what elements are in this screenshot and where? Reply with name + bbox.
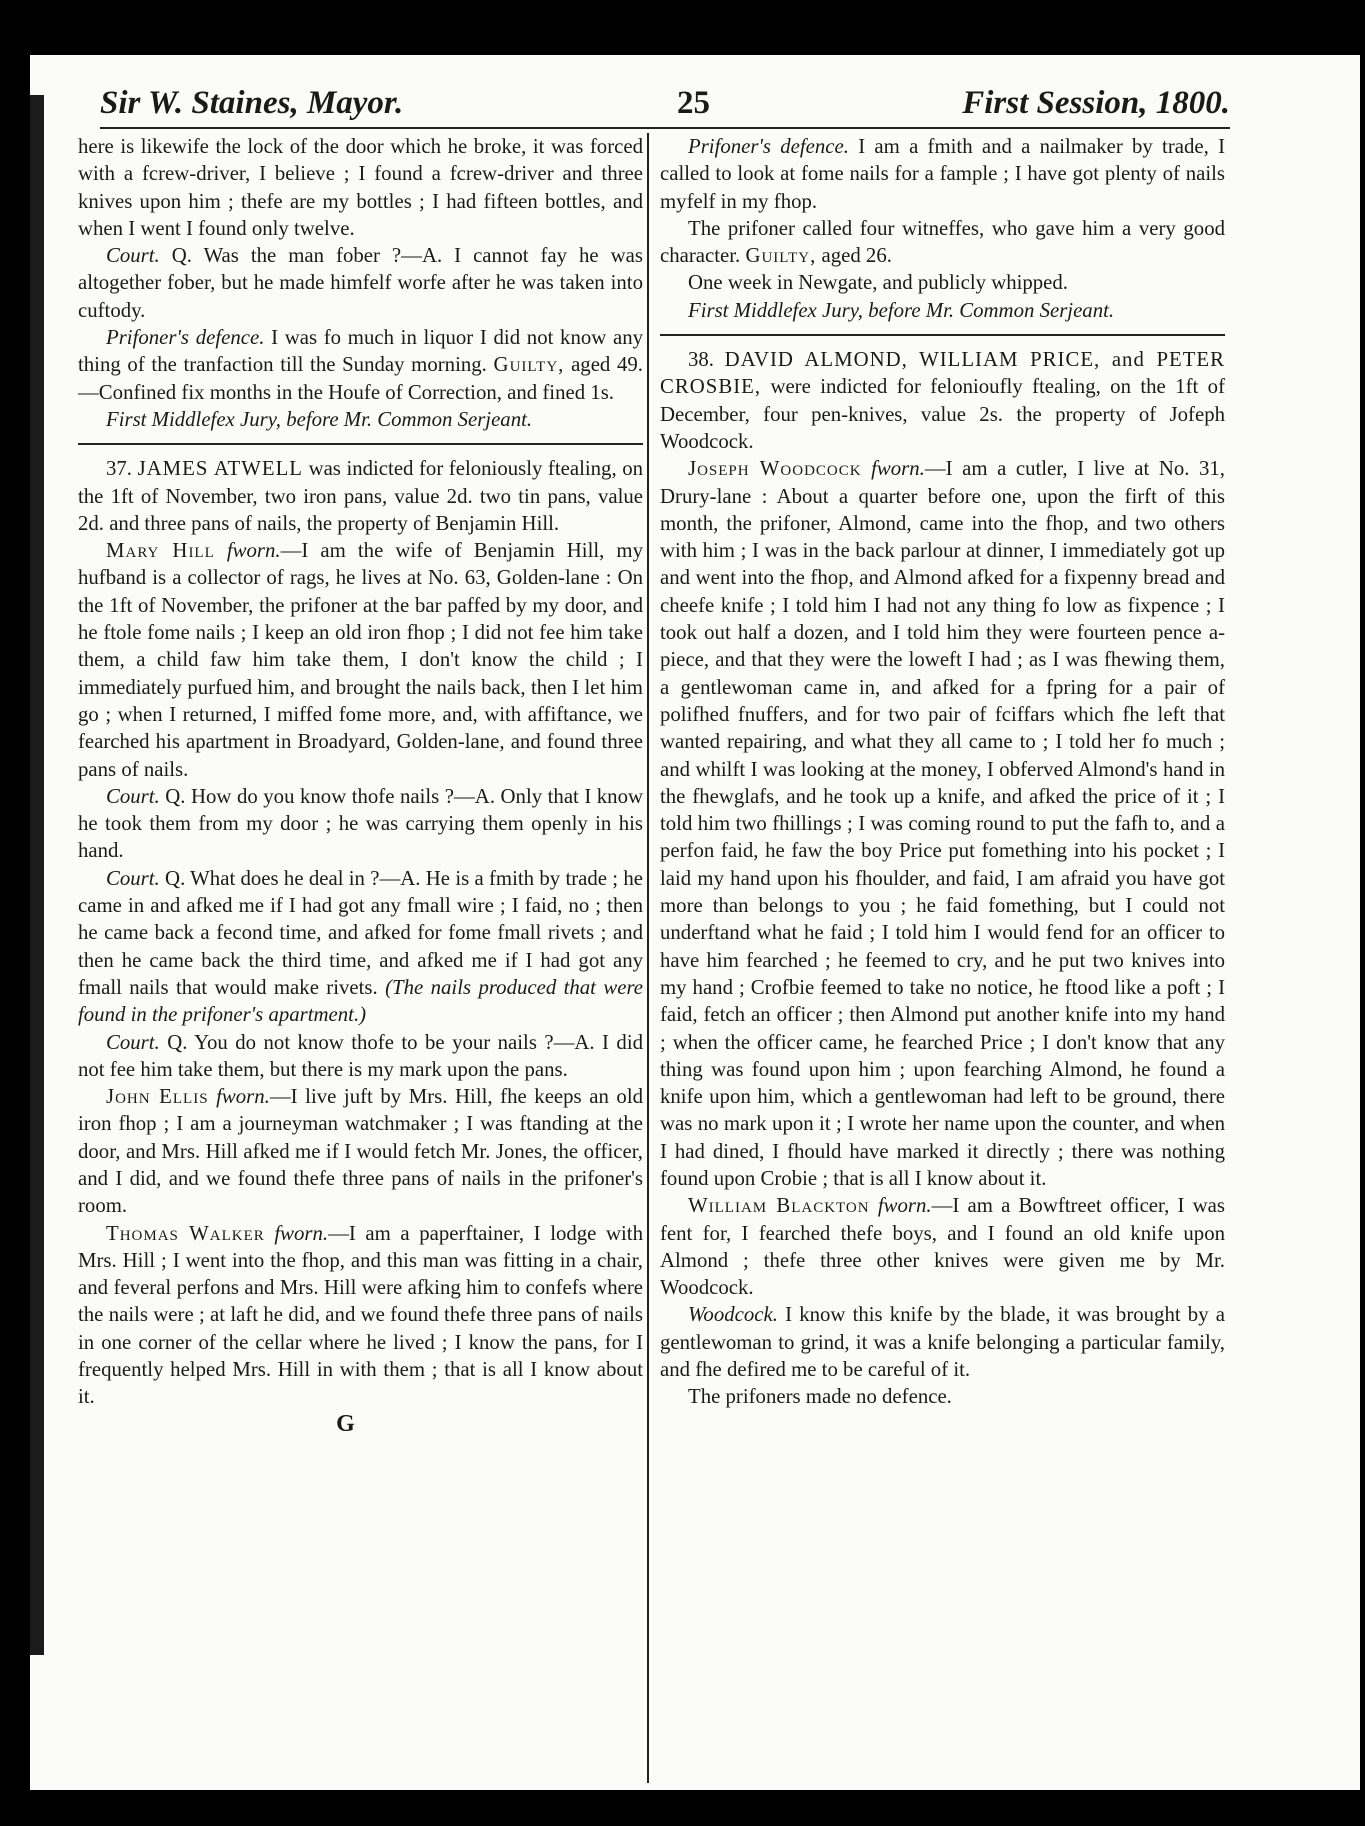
paragraph (78, 324, 643, 406)
testimony-text: —I am the wife of Benjamin Hill, my hufband is a collector of rags, he lives at No. 63, Golden-lane : On the 1ft of November, the prifoner at the bar paffed by my door, and he ftole fome nails ; I keep an old iron fhop ; I did not fee him take them, a child faw him take them, I don't know the child ; I immediately purfued him, and brought the nails back, then I let him go ; when I returned, I miffed fome more, and, with affiftance, we fearched his apartment in Broadyard, Golden-lane, and found three pans of nails. (78, 539, 644, 781)
right-column (660, 133, 1225, 1411)
testimony (660, 1192, 1225, 1301)
paragraph-text: Q. You do not know thofe to be your nails ?—A. I did not fee him take them, but there is my mark upon the pans. (78, 1030, 643, 1081)
speaker-label: Prifoner's defence. (688, 135, 849, 158)
jury-line: First Middlefex Jury, before Mr. Common Serjeant. (106, 407, 533, 431)
paragraph: here is likewife the lock of the door which he broke, it was forced with a fcrew-driver, I believe ; I found a fcrew-driver and three knives upon him ; thefe are my bottles ; I had fifteen bottles, and when I went I found only twelve. (78, 135, 643, 240)
header-mayor: Sir W. Staines, Mayor. (100, 85, 404, 121)
verdict: Guilty, (745, 244, 817, 268)
column-divider (647, 133, 649, 1783)
paragraph-text: The prifoner called four witneffes, who gave him a very good character. (660, 216, 1225, 268)
speaker-label: Court. (106, 1030, 160, 1054)
testimony (78, 1220, 643, 1411)
testimony-text: —I am a cutler, I live at No. 31, Drury-lane : About a quarter before one, upon the firft of this month, the prifoner, Almond, came into the fhop, and two others with him ; I was in the back parlour at dinner, I immediately got up and went into the fhop, and Almond afked for a fixpenny bread and cheefe knife ; I told him I had not any thing fo low as fixpence ; I took out half a dozen, and I told him they were fourteen pence a-piece, and that they were the loweft I had ; as I was fhewing them, a gentlewoman came in, and afked for a fpring for a pair of polifhed fnuffers, and for two pair of fciffars which fhe left that wanted repairing, and what they all came to ; I told her fo much ; and whilft I was looking at the money, I obferved Almond's hand in the fhewglafs, and he took up a knife, and afked the price of it ; I told him two fhillings ; I was coming round to put the fafh to, and a perfon faid, he faw the boy Price put fomething into his pocket ; I laid my hand upon his fhoulder, and faid, I am afraid you have got more than belongs to you ; he faid fomething, but I could not underftand what he faid ; I told him I would fend for an officer to have him fearched ; he feemed to cry, and he put two knives into my hand ; Crofbie feemed to take no notice, he ftood like a poft ; I faid, fetch an officer ; then Almond put another knife into my hand ; when the officer came, he fearched Price ; I don't know that any thing was found upon him ; upon fearching Almond, he found a knife upon him, which a gentlewoman had left to be ground, there was no mark upon it ; I wrote her name upon the counter, and when I had dined, I fhould have marked it directly ; there was nothing found upon Crobie ; that is all I know about it. (660, 457, 1225, 1190)
speaker-label: Woodcock. (688, 1303, 778, 1327)
witness-name: Thomas Walker (106, 1221, 265, 1245)
paragraph-text: I know this knife by the blade, it was brought by a gentlewoman to grind, it was a knife belonging a particular family, and fhe defired me to be careful of it. (660, 1303, 1226, 1382)
case-heading (660, 346, 1225, 455)
page (30, 55, 1360, 1790)
testimony (78, 1083, 643, 1219)
sworn-label: fworn. (871, 457, 925, 481)
sentence-text: aged 49.—Confined fix months in the Houfe of Correction, and fined 1s. (78, 353, 643, 404)
paragraph (78, 242, 643, 324)
testimony (660, 455, 1225, 1192)
paragraph (78, 1029, 643, 1084)
header-session: First Session, 1800. (962, 85, 1230, 121)
paragraph (660, 133, 1225, 215)
closing-line: The prifoners made no defence. (688, 1385, 952, 1409)
page-number: 25 (677, 85, 710, 121)
page-edge-shadow (30, 95, 44, 1655)
paragraph-text: Q. What does he deal in ?—A. He is a fmith by trade ; he came in and afked me if I had got any fmall wire ; I faid, no ; then he came back a fecond time, and afked for fome fmall rivets ; and then he came back the third time, and afked me if I had got any fmall nails that would make rivets. (78, 866, 643, 999)
paragraph-text: Q. How do you know thofe nails ?—A. Only that I know he took them from my door ; he was carrying them openly in his hand. (78, 784, 644, 863)
section-rule (660, 334, 1225, 336)
left-column (78, 133, 643, 1438)
witness-name: John Ellis (106, 1085, 209, 1109)
defendant-name: JAMES ATWELL (137, 457, 303, 481)
indictment-text: were indicted for felonioufly ftealing, on the 1ft of December, four pen-knives, value 2s. the property of Jofeph Woodcock. (660, 375, 1226, 453)
paragraph (660, 215, 1225, 270)
paragraph (78, 865, 643, 1029)
sworn-label: fworn. (877, 1194, 932, 1218)
speaker-label: Court. (106, 784, 160, 808)
case-number: 38. (688, 348, 714, 372)
indictment-text: was indicted for feloniously ftealing, on the 1ft of November, two iron pans, value 2d. two tin pans, value 2d. and three pans of nails, the property of Benjamin Hill. (78, 457, 643, 535)
sworn-label: fworn. (226, 539, 281, 563)
speaker-label: Prifoner's defence. (106, 326, 265, 350)
witness-name: William Blackton (688, 1194, 870, 1218)
speaker-label: Court. (106, 244, 160, 268)
age-text: aged 26. (821, 244, 892, 268)
header-rule (100, 127, 1230, 129)
witness-name: Mary Hill (106, 539, 215, 563)
stage-note: (The nails produced that were found in the prifoner's apartment.) (78, 975, 643, 1027)
sworn-label: fworn. (274, 1221, 329, 1245)
paragraph (660, 1301, 1225, 1383)
paragraph (78, 783, 643, 865)
testimony-text: —I live juft by Mrs. Hill, fhe keeps an old iron fhop ; I am a journeyman watchmaker ; I was ftanding at the door, and Mrs. Hill afked me if I would fetch Mr. Jones, the officer, and I did, and we found thefe three pans of nails in the prifoner's room. (78, 1085, 643, 1218)
sworn-label: fworn. (216, 1085, 270, 1109)
paragraph-text: I am a fmith and a nailmaker by trade, I called to look at fome nails for a fample ; I have got plenty of nails myfelf in my fhop. (660, 135, 1225, 213)
witness-name: Joseph Woodcock (688, 457, 862, 481)
paragraph-text: Q. Was the man fober ?—A. I cannot fay he was altogether fober, but he made himfelf worfe after he was taken into cuftody. (78, 244, 643, 322)
sentence-line: One week in Newgate, and publicly whipped. (688, 271, 1069, 295)
signature-mark: G (336, 1410, 355, 1437)
verdict: Guilty, (493, 353, 565, 377)
testimony (78, 537, 643, 783)
case-number: 37. (106, 457, 132, 481)
case-heading (78, 455, 643, 537)
defendant-name: DAVID ALMOND, WILLIAM PRICE, and PETER CROSBIE, (660, 348, 1226, 399)
jury-line: First Middlefex Jury, before Mr. Common Serjeant. (688, 298, 1115, 322)
section-rule (78, 443, 643, 445)
speaker-label: Court. (106, 866, 160, 890)
paragraph-text: I was fo much in liquor I did not know any thing of the tranfaction till the Sunday morning. (78, 326, 643, 377)
testimony-text: —I am a Bowftreet officer, I was fent for, I fearched thefe boys, and I found an old knife upon Almond ; thefe three other knives were given me by Mr. Woodcock. (660, 1194, 1226, 1300)
testimony-text: —I am a paperftainer, I lodge with Mrs. Hill ; I went into the fhop, and this man was fitting in a chair, and feveral perfons and Mrs. Hill were afking him to confefs where the nails were ; at laft he did, and we found thefe three pans of nails in one corner of the cellar where he lived ; I know the pans, for I frequently helped Mrs. Hill in with them ; that is all I know about it. (78, 1221, 643, 1409)
